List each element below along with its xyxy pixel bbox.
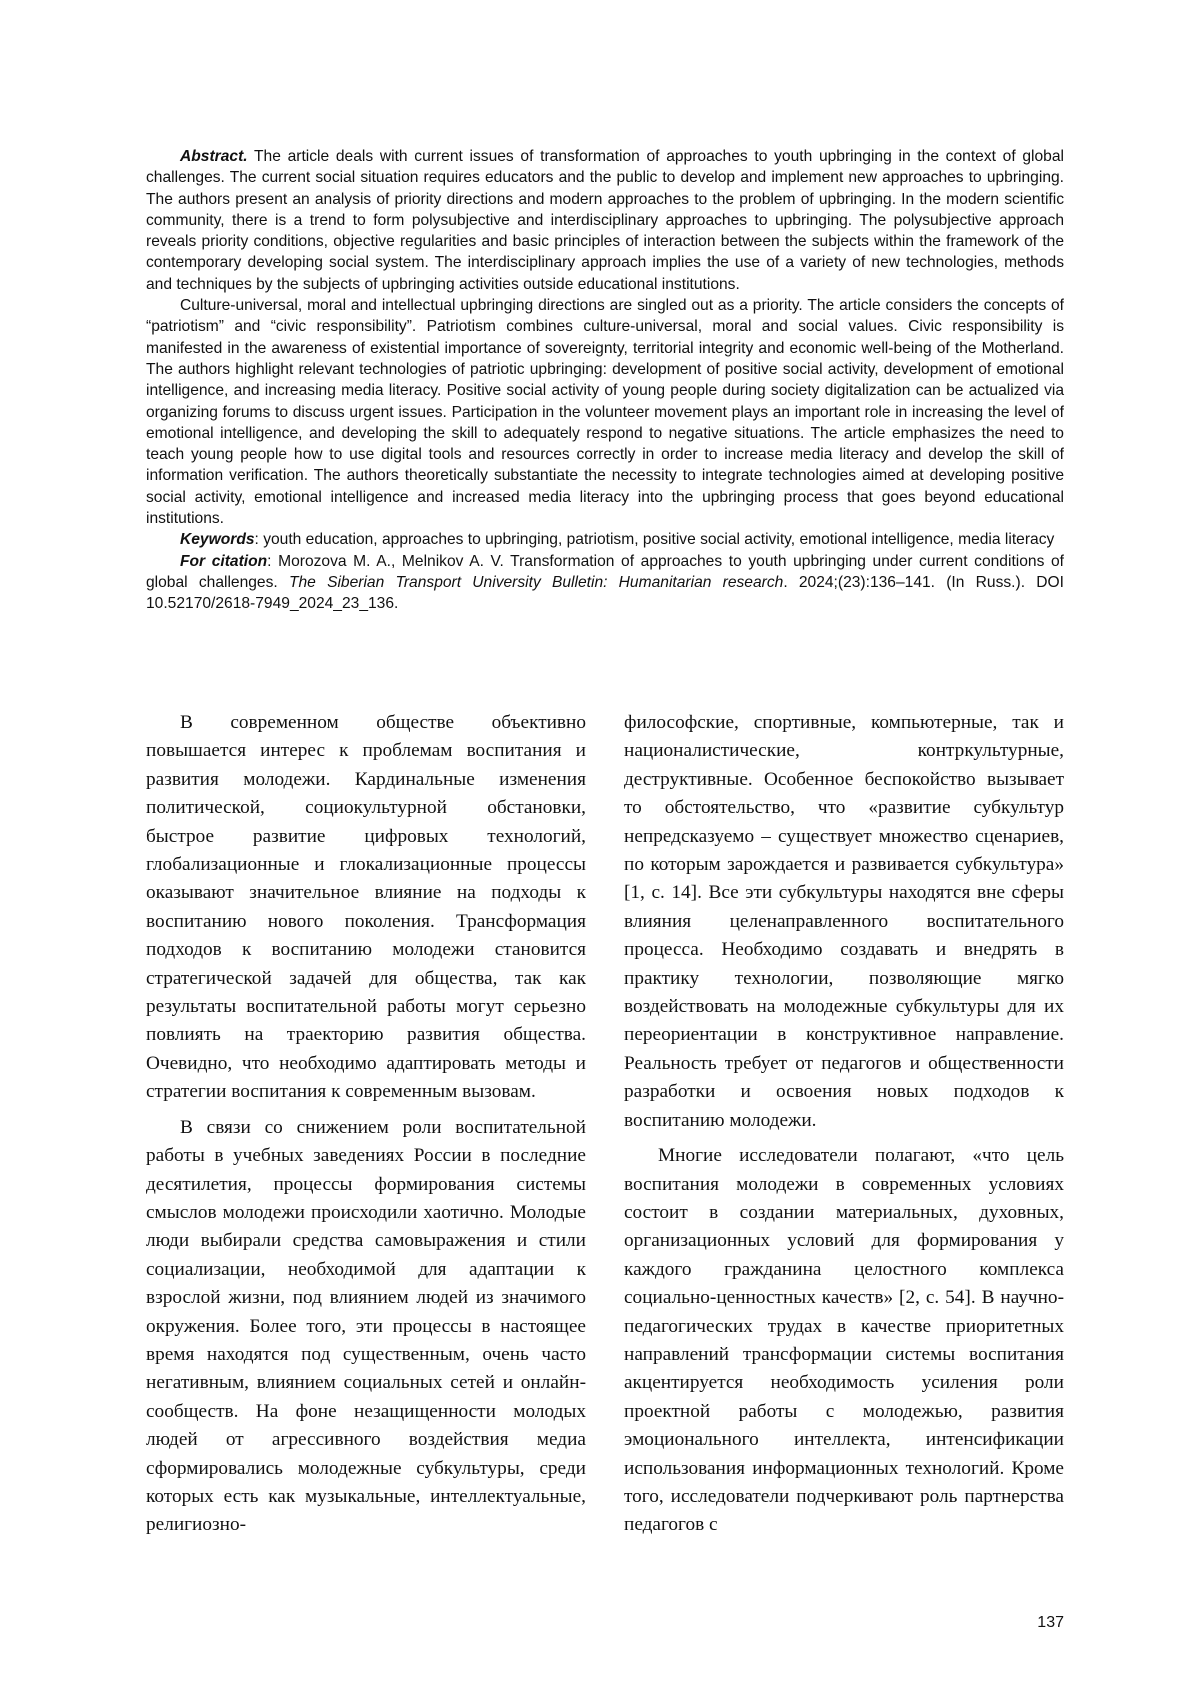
citation-paragraph [146,551,1064,615]
body-paragraph: философские, спортивные, компьютерные, так и националистические, контркультурные, деструктивные. Особенное беспокойство вызывает то обстоятельство, что «развитие субкультур непредсказуемо – существует множество сценариев, по которым зарождается и развивается субкультура» [1, с. 14]. Все эти субкультуры находятся вне сферы влияния целенаправленного воспитательного процесса. Необходимо создавать и внедрять в практику технологии, позволяющие мягко воздействовать на молодежные субкультуры для их переориентации в конструктивное направление. Реальность требует от педагогов и общественности разработки и освоения новых подходов к воспитанию молодежи. [624,712,1064,1131]
abstract-text-1: The article deals with current issues of transformation of approaches to youth upbringing in the context of global challenges. The current social situation requires educators and the public to develop and implement new approaches to upbringing. The authors present an analysis of priority directions and modern approaches to the problem of upbringing. In the modern scientific community, there is a trend to form polysubjective and interdisciplinary approaches to upbringing. The polysubjective approach reveals priority conditions, objective regularities and basic principles of interaction between the subjects within the framework of the contemporary developing social system. The interdisciplinary approach implies the use of a variety of new technologies, methods and techniques by the subjects of upbringing activities outside educational institutions. [146,148,1064,293]
abstract-block [146,146,1064,615]
citation-details: . 2024;(23):136–141. (In Russ.). DOI 10.52170/2618-7949_2024_23_136. [146,573,1064,613]
keywords-label: Keywords [180,531,255,549]
abstract-label: Abstract. [180,148,248,165]
citation-journal: The Siberian Transport University Bulletin: Humanitarian research [288,573,784,591]
abstract-text-2: Culture-universal, moral and intellectual upbringing directions are singled out as a priority. The article considers the concepts of “patriotism” and “civic responsibility”. Patriotism combines culture-universal, moral and social values. Civic responsibility is manifested in the awareness of existential importance of sovereignty, territorial integrity and economic well-being of the Motherland. The authors highlight relevant technologies of patriotic upbringing: development of positive social activity, development of emotional intelligence, and increasing media literacy. Positive social activity of young people during society digitalization can be actualized via organizing forums to discuss urgent issues. Participation in the volunteer movement plays an important role in increasing the level of emotional intelligence, and developing the skill to adequately respond to negative situations. The article emphasizes the need to teach young people how to use digital tools and resources correctly in order to increase media literacy and develop the skill of information verification. The authors theoretically substantiate the necessity to integrate technologies aimed at developing positive social activity, emotional intelligence and increased media literacy into the upbringing process that goes beyond educational institutions. [146,297,1064,528]
citation-authors-title: : Morozova M. A., Melnikov A. V. Transformation of approaches to youth upbringing under current conditions of global challenges. [146,552,1064,591]
body-paragraph: В связи со снижением роли воспитательной работы в учебных заведениях России в последние десятилетия, процессы формирования системы смыслов молодежи происходили хаотично. Молодые люди выбирали средства самовыражения и стили социализации, необходимой для адаптации к взрослой жизни, под влиянием людей из значимого окружения. Более того, эти процессы в настоящее время находятся под существенным, очень часто негативным, влиянием социальных сетей и онлайн-сообществ. На фоне незащищенности молодых людей от агрессивного воздействия медиа сформировались молодежные субкультуры, среди которых есть как музыкальные, интеллектуальные, религиозно- [146,1116,586,1536]
body-paragraph: Многие исследователи полагают, «что цель воспитания молодежи в современных условиях состоит в создании материальных, духовных, организационных условий для формирования у каждого гражданина целостного комплекса социально-ценностных качеств» [2, с. 54]. В научно-педагогических трудах в качестве приоритетных направлений трансформации системы воспитания акцентируется необходимость усиления роли проектной работы с молодежью, развития эмоционального интеллекта, интенсификации использования информационных технологий. Кроме того, исследователи подчеркивают роль партнерства педагогов с [624,1145,1064,1536]
abstract-paragraph-1 [146,146,1064,295]
abstract-paragraph-2 [146,295,1064,529]
citation-label: For citation [180,552,268,570]
body-columns [146,709,1064,1547]
body-paragraph: В современном обществе объективно повышается интерес к проблемам воспитания и развития молодежи. Кардинальные изменения политической, социокультурной обстановки, быстрое развитие цифровых технологий, глобализационные и глокализационные процессы оказывают значительное влияние на подходы к воспитанию нового поколения. Трансформация подходов к воспитанию молодежи становится стратегической задачей для общества, так как результаты воспитательной работы могут серьезно повлиять на траекторию развития общества. Очевидно, что необходимо адаптировать методы и стратегии воспитания к современным вызовам. [146,712,586,1103]
keywords-text: : youth education, approaches to upbringing, patriotism, positive social activity, emotional intelligence, media literacy [254,531,1055,549]
keywords-paragraph [146,529,1064,550]
left-column [146,709,586,1547]
page-number: 137 [1037,1614,1064,1631]
right-column [624,709,1064,1547]
